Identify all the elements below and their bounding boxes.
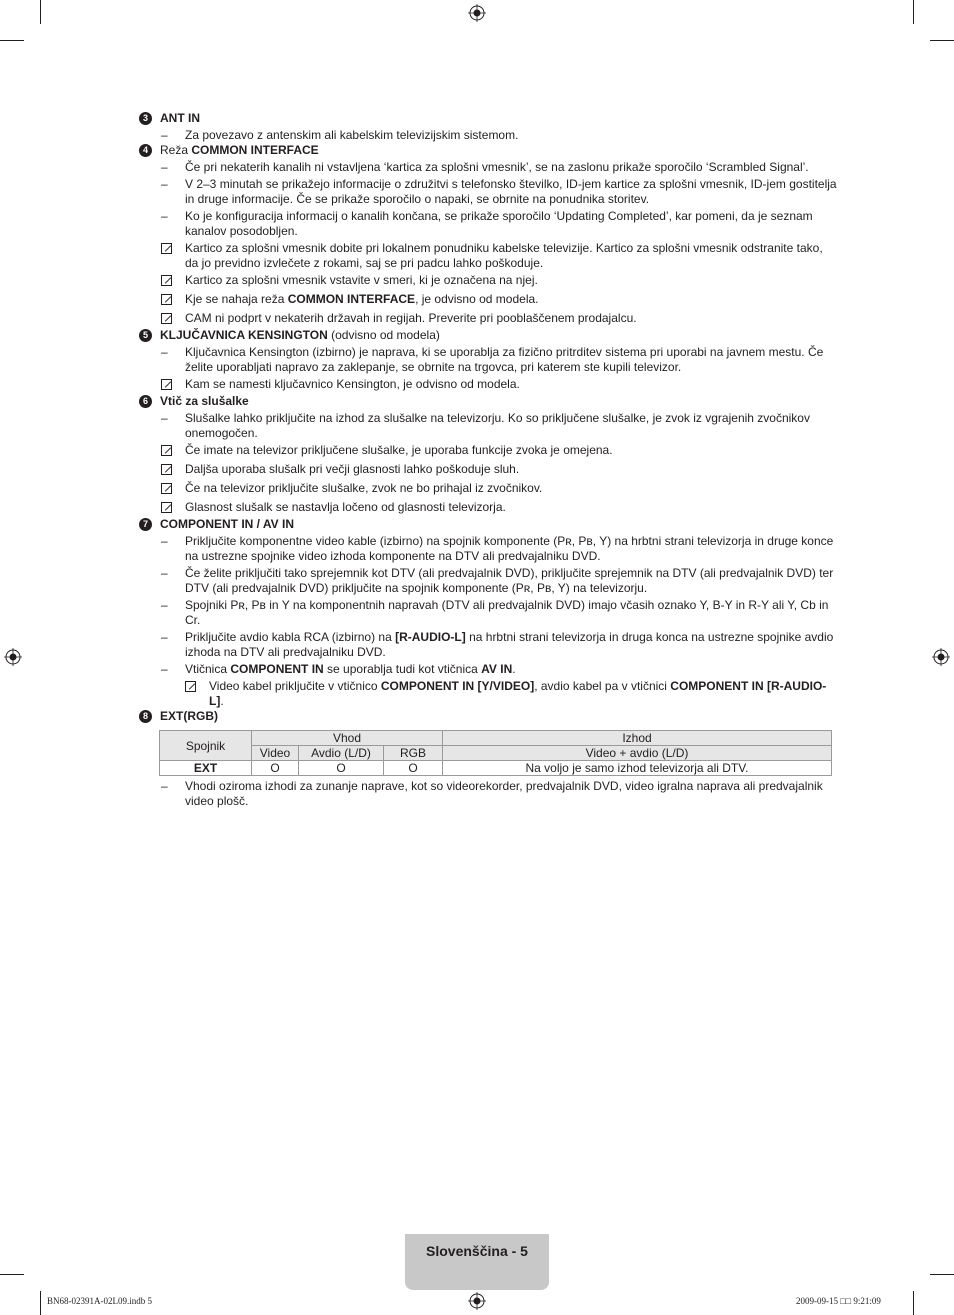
text-run: Ključavnica Kensington (izbirno) je naprava, ki se uporablja za fizično pritrditev sistema pri uporabi na javnem mestu. Če želite uporabljati napravo za zaklepanje, se obrnite na trgovca, pri katerem ste kupili televizor. <box>185 345 824 374</box>
section <box>139 517 839 709</box>
note-icon <box>161 243 172 254</box>
crop-mark-top-left <box>40 0 41 24</box>
note-item <box>139 679 839 709</box>
item-text <box>185 411 839 441</box>
note-icon <box>185 681 196 692</box>
note-marker <box>161 443 185 460</box>
text-run: . <box>220 694 224 708</box>
item-text <box>185 500 839 517</box>
text-run: . <box>512 662 516 676</box>
note-item <box>139 241 839 271</box>
section-number-badge: 7 <box>139 518 152 531</box>
section-title <box>160 394 249 409</box>
bold-text: ANT IN <box>160 111 200 125</box>
text-run: , je odvisno od modela. <box>415 292 539 306</box>
row-ext-video: O <box>252 761 299 776</box>
dash-marker: – <box>161 779 168 793</box>
note-icon <box>161 275 172 286</box>
text-run: se uporablja tudi kot vtičnica <box>323 662 482 676</box>
row-ext-avdio: O <box>299 761 384 776</box>
note-marker <box>161 462 185 479</box>
registration-mark-right-icon <box>932 648 950 666</box>
section-title <box>160 517 294 532</box>
section <box>139 143 839 328</box>
section-heading <box>139 143 839 158</box>
section <box>139 328 839 394</box>
bullet-item <box>139 630 839 660</box>
item-text <box>185 209 839 239</box>
print-slug-date: 2009-09-15 □□ 9:21:09 <box>796 1296 881 1306</box>
note-marker <box>185 679 209 709</box>
note-icon <box>161 294 172 305</box>
text-run: Glasnost slušalk se nastavlja ločeno od glasnosti televizorja. <box>185 500 506 514</box>
section <box>139 111 839 143</box>
bullet-item <box>139 345 839 375</box>
text-run: Spojniki Pʀ, Pʙ in Y na komponentnih napravah (DTV ali predvajalnik DVD) imajo včasih oznako Y, B-Y in R-Y ali Y, Cb in Cr. <box>185 598 829 627</box>
crop-mark-bottom-right-h <box>930 1274 954 1275</box>
text-run: (odvisno od modela) <box>327 328 440 342</box>
crop-mark-top-right <box>913 0 914 24</box>
item-text <box>185 534 839 564</box>
item-text <box>185 177 839 207</box>
note-marker <box>161 311 185 328</box>
crop-mark-top-left-h <box>0 40 24 41</box>
note-icon <box>161 379 172 390</box>
section <box>139 394 839 517</box>
bold-text: COMPONENT IN [R-AUDIO-L] <box>209 679 827 708</box>
dash-marker: – <box>161 128 168 142</box>
section-heading <box>139 709 839 724</box>
bullet-item <box>139 534 839 564</box>
section-title <box>160 328 440 343</box>
note-icon <box>161 464 172 475</box>
section-number-badge: 8 <box>139 710 152 723</box>
note-marker <box>161 292 185 309</box>
header-spojnik: Spojnik <box>160 731 252 761</box>
note-icon <box>161 313 172 324</box>
note-icon <box>161 502 172 513</box>
bullet-item <box>139 209 839 239</box>
item-text <box>185 241 839 271</box>
row-ext-izhod: Na voljo je samo izhod televizorja ali DTV. <box>443 761 832 776</box>
table-row <box>160 761 832 776</box>
subheader-avdio: Avdio (L/D) <box>299 746 384 761</box>
bold-text: Vtič za slušalke <box>160 394 249 408</box>
dash-marker: – <box>161 177 168 191</box>
note-marker <box>161 273 185 290</box>
item-text <box>185 377 839 394</box>
section-number-badge: 5 <box>139 329 152 342</box>
bold-text: COMMON INTERFACE <box>191 143 319 157</box>
page-number-label: Slovenščina - 5 <box>426 1243 528 1259</box>
bold-text: [R-AUDIO-L] <box>395 630 466 644</box>
crop-mark-bottom-left <box>40 1291 41 1315</box>
registration-mark-left-icon <box>4 648 22 666</box>
dash-marker: – <box>161 566 168 580</box>
header-vhod: Vhod <box>252 731 443 746</box>
item-text <box>185 160 839 175</box>
item-text <box>185 345 839 375</box>
note-marker <box>161 241 185 271</box>
section-list <box>139 111 839 724</box>
note-item <box>139 481 839 498</box>
crop-mark-bottom-right <box>913 1291 914 1315</box>
note-icon <box>161 445 172 456</box>
table-header-row <box>160 731 832 746</box>
item-text <box>209 679 839 709</box>
text-run: Reža <box>160 143 192 157</box>
bullet-item <box>139 598 839 628</box>
dash-marker: – <box>161 534 168 548</box>
section-number-badge: 3 <box>139 112 152 125</box>
text-run: Za povezavo z antenskim ali kabelskim televizijskim sistemom. <box>185 128 519 142</box>
section-heading <box>139 394 839 409</box>
note-marker <box>161 377 185 394</box>
text-run: Kartico za splošni vmesnik dobite pri lokalnem ponudniku kabelske televizije. Kartico za splošni vmesnik odstranite tako, da jo previdno izvlečete z rokami, saj se pri padcu lahko poškoduje. <box>185 241 823 270</box>
section-title <box>160 709 218 724</box>
crop-mark-top-right-h <box>930 40 954 41</box>
text-run: na hrbtni strani televizorja in druga konca na ustrezne spojnike avdio izhoda na DTV ali predvajalniku DVD. <box>185 630 834 659</box>
dash-marker: – <box>161 209 168 223</box>
section-number-badge: 6 <box>139 395 152 408</box>
bullet-item <box>139 160 839 175</box>
bold-text: AV IN <box>481 662 513 676</box>
note-item <box>139 311 839 328</box>
note-icon <box>161 483 172 494</box>
note-marker <box>161 481 185 498</box>
item-text <box>185 273 839 290</box>
note-item <box>139 500 839 517</box>
section-title <box>160 111 200 126</box>
text-run: CAM ni podprt v nekaterih državah in regijah. Preverite pri pooblaščenem prodajalcu. <box>185 311 637 325</box>
item-text <box>185 443 839 460</box>
text-run: Video kabel priključite v vtičnico <box>209 679 381 693</box>
bullet-item <box>139 779 839 809</box>
item-text <box>185 779 839 809</box>
text-run: , avdio kabel pa v vtičnici <box>534 679 671 693</box>
row-ext-label: EXT <box>160 761 252 776</box>
item-text <box>185 128 839 143</box>
bold-text: EXT(RGB) <box>160 709 218 723</box>
note-marker <box>161 500 185 517</box>
subheader-izhod: Video + avdio (L/D) <box>443 746 832 761</box>
note-item <box>139 462 839 479</box>
item-text <box>185 462 839 479</box>
text-run: Ko je konfiguracija informacij o kanalih končana, se prikaže sporočilo ‘Updating Completed’, kar pomeni, da je seznam kanalov posodobljen. <box>185 209 813 238</box>
item-text <box>185 598 839 628</box>
subheader-video: Video <box>252 746 299 761</box>
dash-marker: – <box>161 345 168 359</box>
text-run: Če želite priključiti tako sprejemnik kot DTV (ali predvajalnik DVD), priključite sprejemnik na DTV (ali predvajalnik DVD) ter DTV (ali predvajalnik DVD) priključite na spojnik komponente (Pʀ, Pʙ, Y) na televizorju. <box>185 566 834 595</box>
item-text <box>185 630 839 660</box>
dash-marker: – <box>161 662 168 676</box>
bold-text: COMMON INTERFACE <box>287 292 416 306</box>
bullet-item <box>139 411 839 441</box>
subheader-rgb: RGB <box>384 746 443 761</box>
header-izhod: Izhod <box>443 731 832 746</box>
row-ext-rgb: O <box>384 761 443 776</box>
text-run: Če imate na televizor priključene slušalke, je uporaba funkcije zvoka je omejena. <box>185 443 613 457</box>
text-run: Če pri nekaterih kanalih ni vstavljena ‘kartica za splošni vmesnik’, se na zaslonu prikaže sporočilo ‘Scrambled Signal’. <box>185 160 809 174</box>
after-table-notes <box>139 779 839 809</box>
section <box>139 709 839 724</box>
text-run: V 2–3 minutah se prikažejo informacije o združitvi s telefonsko številko, ID-jem kartice za splošni vmesnik, ID-jem gostitelja in druge informacije. Če se prikaže sporočilo o napaki, se obrnite na ponudnika storitev. <box>185 177 837 206</box>
bullet-item <box>139 566 839 596</box>
dash-marker: – <box>161 598 168 612</box>
dash-marker: – <box>161 411 168 425</box>
print-slug-file: BN68-02391A-02L09.indb 5 <box>47 1296 152 1306</box>
dash-marker: – <box>161 630 168 644</box>
bold-text: COMPONENT IN / AV IN <box>160 517 295 531</box>
registration-mark-top-icon <box>468 4 486 22</box>
text-run: Vtičnica <box>185 662 231 676</box>
note-item <box>139 443 839 460</box>
note-item <box>139 377 839 394</box>
text-run: Kartico za splošni vmesnik vstavite v smeri, ki je označena na njej. <box>185 273 538 287</box>
item-text <box>185 311 839 328</box>
bold-text: COMPONENT IN [Y/VIDEO] <box>380 679 535 693</box>
manual-content <box>139 111 839 809</box>
bullet-item <box>139 128 839 143</box>
table-subheader-row <box>160 746 832 761</box>
text-run: Vhodi oziroma izhodi za zunanje naprave, kot so videorekorder, predvajalnik DVD, video igralna naprava ali predvajalnik video plošč. <box>185 779 823 808</box>
item-text <box>185 566 839 596</box>
bullet-item <box>139 662 839 677</box>
text-run: Kje se nahaja reža <box>185 292 288 306</box>
item-text <box>185 292 839 309</box>
text-run: Kam se namesti ključavnico Kensington, je odvisno od modela. <box>185 377 520 391</box>
registration-mark-bottom-icon <box>468 1292 486 1310</box>
section-heading <box>139 328 839 343</box>
item-text <box>185 481 839 498</box>
section-title <box>160 143 319 158</box>
note-item <box>139 273 839 290</box>
text-run: Slušalke lahko priključite na izhod za slušalke na televizorju. Ko so priključene slušalke, je zvok iz vgrajenih zvočnikov onemogočen. <box>185 411 810 440</box>
text-run: Če na televizor priključite slušalke, zvok ne bo prihajal iz zvočnikov. <box>185 481 543 495</box>
section-number-badge: 4 <box>139 144 152 157</box>
bold-text: COMPONENT IN <box>230 662 324 676</box>
text-run: Priključite komponentne video kable (izbirno) na spojnik komponente (Pʀ, Pʙ, Y) na hrbtni strani televizorja in druge konce na ustrezne spojnike video izhoda komponente na DTV ali predvajalniku DVD. <box>185 534 834 563</box>
section-heading <box>139 517 839 532</box>
text-run: Daljša uporaba slušalk pri večji glasnosti lahko poškoduje sluh. <box>185 462 520 476</box>
item-text <box>185 662 839 677</box>
text-run: Priključite avdio kabla RCA (izbirno) na <box>185 630 396 644</box>
crop-mark-bottom-left-h <box>0 1274 24 1275</box>
note-item <box>139 292 839 309</box>
dash-marker: – <box>161 160 168 174</box>
bold-text: KLJUČAVNICA KENSINGTON <box>160 328 328 342</box>
ext-rgb-table <box>159 730 832 776</box>
section-heading <box>139 111 839 126</box>
bullet-item <box>139 177 839 207</box>
